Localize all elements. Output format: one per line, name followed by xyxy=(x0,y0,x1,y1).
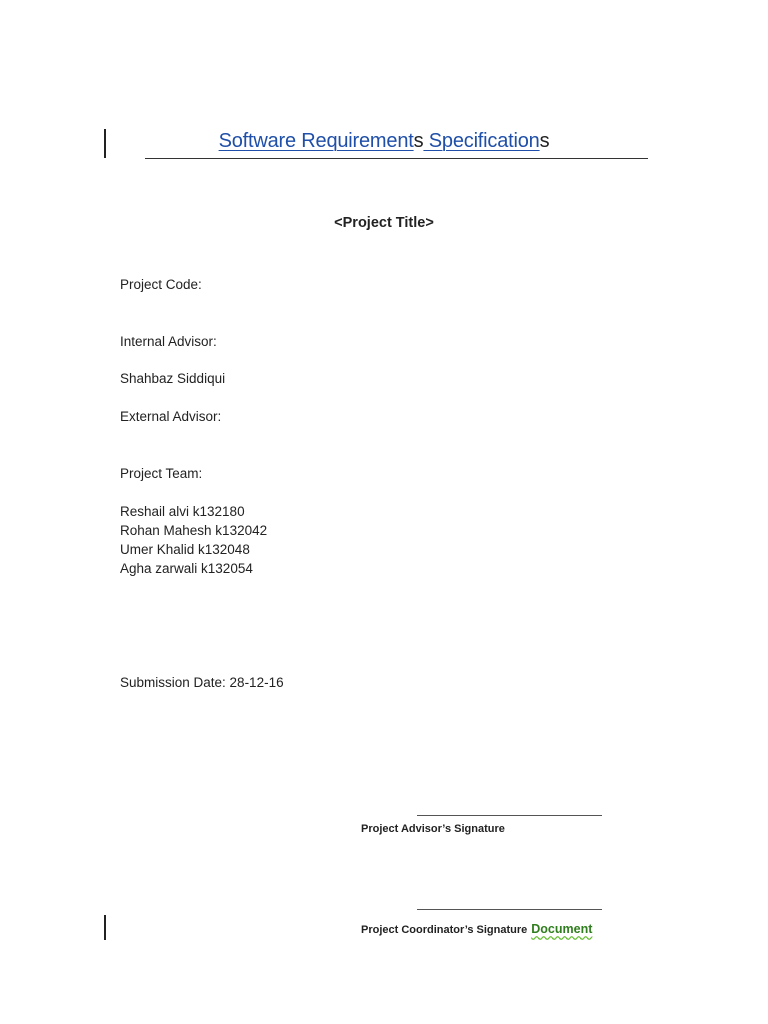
project-code-label: Project Code: xyxy=(120,277,202,292)
submission-date: Submission Date: 28-12-16 xyxy=(120,675,284,690)
internal-advisor-label: Internal Advisor: xyxy=(120,334,217,349)
title-part-4: s xyxy=(539,130,550,152)
project-title: <Project Title> xyxy=(334,215,434,231)
team-member: Agha zarwali k132054 xyxy=(120,561,253,576)
title-part-2: s xyxy=(413,130,424,152)
team-member: Umer Khalid k132048 xyxy=(120,542,250,557)
team-member: Reshail alvi k132180 xyxy=(120,504,245,519)
team-member: Rohan Mahesh k132042 xyxy=(120,523,268,538)
advisor-signature-line xyxy=(417,815,602,816)
project-team-label: Project Team: xyxy=(120,466,203,481)
coordinator-signature-label xyxy=(361,922,592,936)
external-advisor-label: External Advisor: xyxy=(120,409,222,424)
coordinator-signature-line xyxy=(417,909,602,910)
title-part-1: Software Requirement xyxy=(218,130,414,152)
margin-mark-bottom xyxy=(104,915,106,940)
document-link[interactable]: Document xyxy=(531,922,593,936)
coordinator-signature-text: Project Coordinator’s Signature xyxy=(361,924,528,936)
internal-advisor-name: Shahbaz Siddiqui xyxy=(120,371,226,386)
title-underline-rule xyxy=(145,158,648,159)
document-title xyxy=(0,130,768,153)
advisor-signature-label: Project Advisor’s Signature xyxy=(361,823,505,835)
title-part-3: Specification xyxy=(423,130,540,152)
